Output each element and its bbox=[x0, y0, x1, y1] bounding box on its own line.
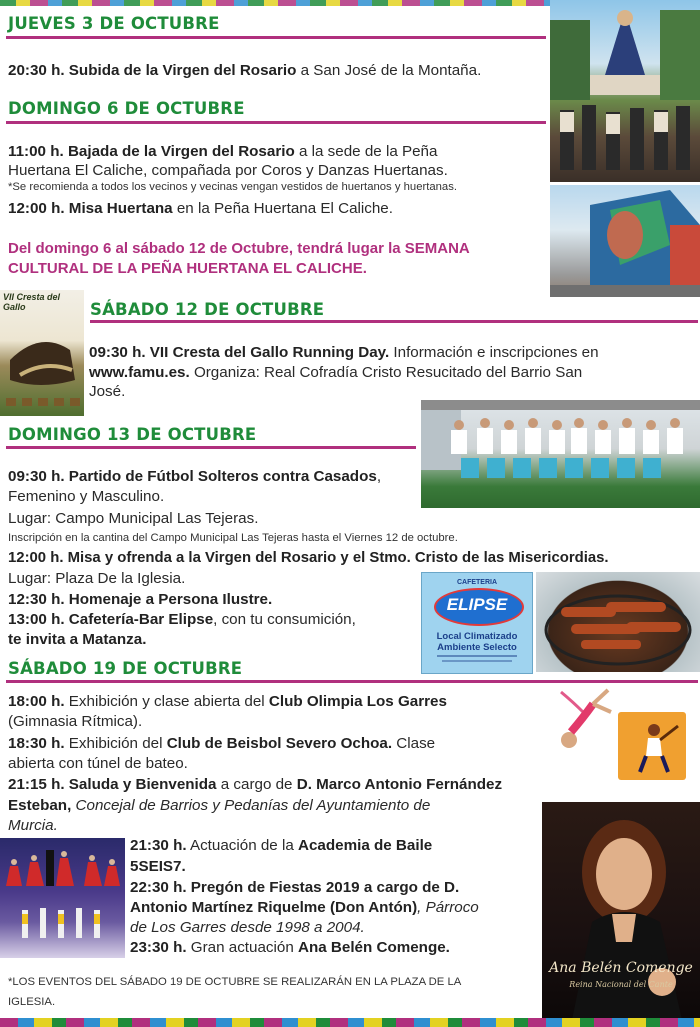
event-academia-baile: 21:30 h. Actuación de la Academia de Baile bbox=[130, 837, 433, 854]
mural-photo bbox=[550, 185, 700, 297]
ad-cafeteria-label: CAFETERIA bbox=[456, 579, 498, 586]
event-running-day: 09:30 h. VII Cresta del Gallo Running Day. Información e inscripciones en bbox=[89, 344, 599, 361]
gymnast-illustration bbox=[553, 682, 613, 756]
bottom-decorative-strip bbox=[0, 1018, 700, 1027]
barbecue-photo bbox=[536, 572, 700, 672]
cafeteria-elipse-ad bbox=[421, 572, 533, 674]
semana-cultural-line2: CULTURAL DE LA PEÑA HUERTANA EL CALICHE. bbox=[8, 260, 367, 277]
procession-photo bbox=[550, 0, 700, 182]
ad-elipse-label: ELIPSE bbox=[446, 595, 508, 614]
event-misa-lugar: Lugar: Plaza De la Iglesia. bbox=[8, 570, 186, 587]
poster-title: VII Cresta del Gallo bbox=[3, 292, 61, 312]
singer-name-caption: Ana Belén Comenge bbox=[549, 960, 693, 976]
section-header-sabado-19: SÁBADO 19 DE OCTUBRE bbox=[8, 659, 243, 678]
event-pregon-line2: Antonio Martínez Riquelme (Don Antón), Párroco bbox=[130, 899, 479, 916]
section-header-domingo-6: DOMINGO 6 DE OCTUBRE bbox=[8, 99, 245, 118]
event-futbol: 09:30 h. Partido de Fútbol Solteros contra Casados, bbox=[8, 468, 382, 485]
footer-note-line1: *LOS EVENTOS DEL SÁBADO 19 DE OCTUBRE SE REALIZARÁN EN LA PLAZA DE LA bbox=[8, 976, 462, 988]
baseball-club-logo bbox=[618, 712, 686, 780]
event-ana-belen: 23:30 h. Gran actuación Ana Belén Comenge. bbox=[130, 939, 450, 956]
section-rule bbox=[6, 36, 546, 39]
section-header-sabado-12: SÁBADO 12 DE OCTUBRE bbox=[90, 300, 325, 319]
section-rule bbox=[6, 446, 416, 449]
event-subida-virgen: 20:30 h. Subida de la Virgen del Rosario a San José de la Montaña. bbox=[8, 62, 482, 79]
event-bajada-note: *Se recomienda a todos los vecinos y vecinas vengan vestidos de huertanos y huertanas. bbox=[8, 181, 458, 193]
event-cafeteria-line2: te invita a Matanza. bbox=[8, 631, 147, 648]
event-bajada-virgen: 11:00 h. Bajada de la Virgen del Rosario a la sede de la Peña bbox=[8, 143, 438, 160]
section-rule bbox=[6, 121, 546, 124]
event-pregon: 22:30 h. Pregón de Fiestas 2019 a cargo de D. bbox=[130, 879, 460, 896]
event-gimnasia: 18:00 h. Exhibición y clase abierta del Club Olimpia Los Garres bbox=[8, 693, 447, 710]
semana-cultural-line1: Del domingo 6 al sábado 12 de Octubre, tendrá lugar la SEMANA bbox=[8, 240, 470, 257]
event-futbol-inscripcion: Inscripción en la cantina del Campo Municipal Las Tejeras hasta el Viernes 12 de octubre. bbox=[8, 532, 458, 544]
footer-note-line2: IGLESIA. bbox=[8, 996, 56, 1008]
singer-subtitle: Reina Nacional del Cante bbox=[569, 980, 673, 989]
event-futbol-lugar: Lugar: Campo Municipal Las Tejeras. bbox=[8, 510, 259, 527]
section-rule bbox=[90, 320, 698, 323]
singer-photo bbox=[542, 802, 700, 1020]
running-day-poster bbox=[0, 290, 84, 416]
event-gimnasia-line2: (Gimnasia Rítmica). bbox=[8, 713, 143, 730]
football-team-photo bbox=[421, 400, 700, 508]
event-homenaje: 12:30 h. Homenaje a Persona Ilustre. bbox=[8, 591, 273, 608]
event-misa-ofrenda: 12:00 h. Misa y ofrenda a la Virgen del Rosario y el Stmo. Cristo de las Misericordias. bbox=[8, 550, 609, 566]
event-bajada-line2: Huertana El Caliche, compañada por Coros y Danzas Huertanas. bbox=[8, 162, 448, 179]
ad-ambiente: Ambiente Selecto bbox=[437, 642, 517, 653]
event-misa-huertana: 12:00 h. Misa Huertana en la Peña Huertana El Caliche. bbox=[8, 200, 393, 217]
event-beisbol-line2: abierta con túnel de bateo. bbox=[8, 755, 188, 772]
event-saluda: 21:15 h. Saluda y Bienvenida a cargo de D. Marco Antonio Fernández bbox=[8, 776, 503, 793]
event-beisbol: 18:30 h. Exhibición del Club de Beisbol Severo Ochoa. Clase bbox=[8, 735, 436, 752]
event-saluda-line2: Esteban, Concejal de Barrios y Pedanías del Ayuntamiento de bbox=[8, 797, 431, 814]
event-academia-line2: 5SEIS7. bbox=[130, 858, 186, 875]
event-futbol-line2: Femenino y Masculino. bbox=[8, 488, 165, 505]
section-header-domingo-13: DOMINGO 13 DE OCTUBRE bbox=[8, 425, 257, 444]
ad-climatizado: Local Climatizado bbox=[436, 631, 518, 642]
section-header-jueves-3: JUEVES 3 DE OCTUBRE bbox=[8, 14, 220, 33]
event-running-day-line2: www.famu.es. Organiza: Real Cofradía Cristo Resucitado del Barrio San bbox=[89, 364, 583, 381]
dancers-photo bbox=[0, 838, 125, 958]
event-pregon-line3: de Los Garres desde 1998 a 2004. bbox=[130, 919, 365, 936]
event-cafeteria: 13:00 h. Cafetería-Bar Elipse, con tu consumición, bbox=[8, 611, 356, 628]
event-running-day-line3: José. bbox=[89, 383, 126, 400]
event-saluda-line3: Murcia. bbox=[8, 817, 58, 834]
